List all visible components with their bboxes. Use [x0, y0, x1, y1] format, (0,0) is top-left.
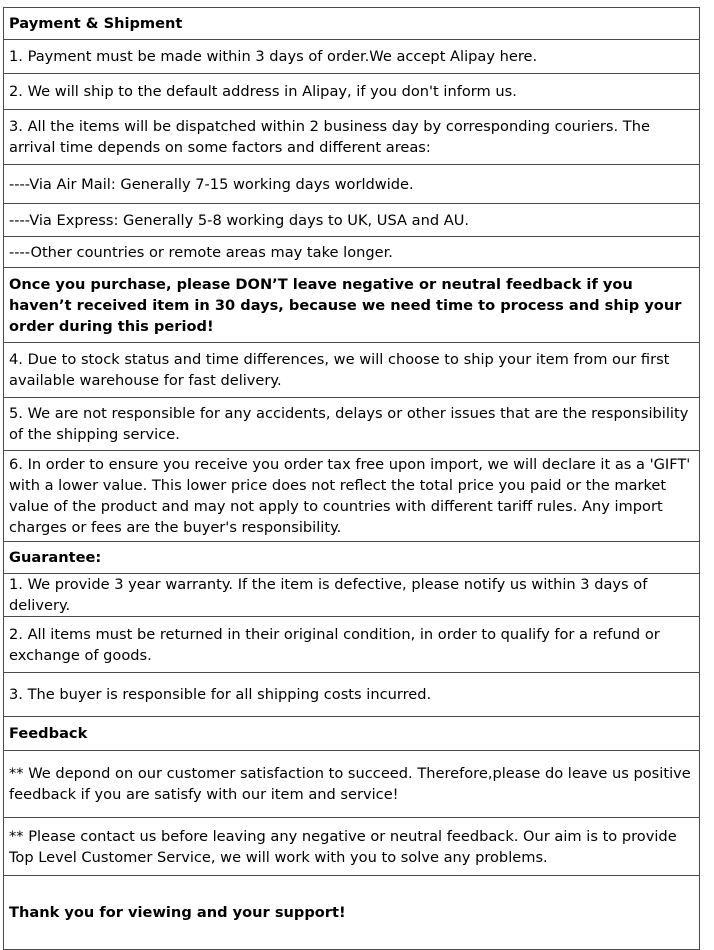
- bold-notice: Once you purchase, please DON’T leave negative or neutral feedback if you haven’t received item in 30 days, because we need time to process and ship your order during this period!: [4, 268, 700, 343]
- bold-notice: Thank you for viewing and your support!: [4, 876, 700, 950]
- policy-text: 4. Due to stock status and time differences, we will choose to ship your item from our first available warehouse for fast delivery.: [4, 343, 700, 398]
- policy-row: [4, 204, 700, 237]
- policy-text: ----Via Air Mail: Generally 7-15 working days worldwide.: [4, 165, 700, 204]
- policy-text: 3. The buyer is responsible for all shipping costs incurred.: [4, 673, 700, 717]
- policy-row: [4, 673, 700, 717]
- policy-row: [4, 542, 700, 574]
- policy-text: 2. We will ship to the default address in Alipay, if you don't inform us.: [4, 74, 700, 110]
- policy-row: [4, 165, 700, 204]
- policy-row: [4, 398, 700, 451]
- section-heading: Guarantee:: [4, 542, 700, 574]
- policy-text: ** Please contact us before leaving any negative or neutral feedback. Our aim is to provide Top Level Customer Service, we will work with you to solve any problems.: [4, 818, 700, 876]
- policy-row: [4, 751, 700, 818]
- policy-row: [4, 818, 700, 876]
- policy-text: ----Other countries or remote areas may take longer.: [4, 237, 700, 268]
- policy-row: [4, 717, 700, 751]
- policy-text: ----Via Express: Generally 5-8 working days to UK, USA and AU.: [4, 204, 700, 237]
- policy-row: [4, 574, 700, 617]
- policy-text: 2. All items must be returned in their original condition, in order to qualify for a refund or exchange of goods.: [4, 617, 700, 673]
- policy-row: [4, 74, 700, 110]
- policy-row: [4, 343, 700, 398]
- policy-row: [4, 110, 700, 165]
- policy-row: [4, 268, 700, 343]
- section-heading: Feedback: [4, 717, 700, 751]
- policy-text: 1. We provide 3 year warranty. If the item is defective, please notify us within 3 days of delivery.: [4, 574, 700, 617]
- policy-row: [4, 876, 700, 950]
- section-heading: Payment & Shipment: [4, 8, 700, 40]
- policy-text: 6. In order to ensure you receive you order tax free upon import, we will declare it as a 'GIFT' with a lower value. This lower price does not reflect the total price you paid or the market value of the product and may not apply to countries with different tariff rules. Any import charges or fees are the buyer's responsibility.: [4, 451, 700, 542]
- policy-text: 1. Payment must be made within 3 days of order.We accept Alipay here.: [4, 40, 700, 74]
- policy-row: [4, 617, 700, 673]
- policy-text: 5. We are not responsible for any accidents, delays or other issues that are the responsibility of the shipping service.: [4, 398, 700, 451]
- policy-row: [4, 40, 700, 74]
- policy-row: [4, 237, 700, 268]
- policy-text: 3. All the items will be dispatched within 2 business day by corresponding couriers. The arrival time depends on some factors and different areas:: [4, 110, 700, 165]
- policy-body: [4, 8, 700, 950]
- policy-row: [4, 451, 700, 542]
- policy-text: ** We depond on our customer satisfaction to succeed. Therefore,please do leave us positive feedback if you are satisfy with our item and service!: [4, 751, 700, 818]
- policy-row: [4, 8, 700, 40]
- policy-table: [3, 7, 700, 950]
